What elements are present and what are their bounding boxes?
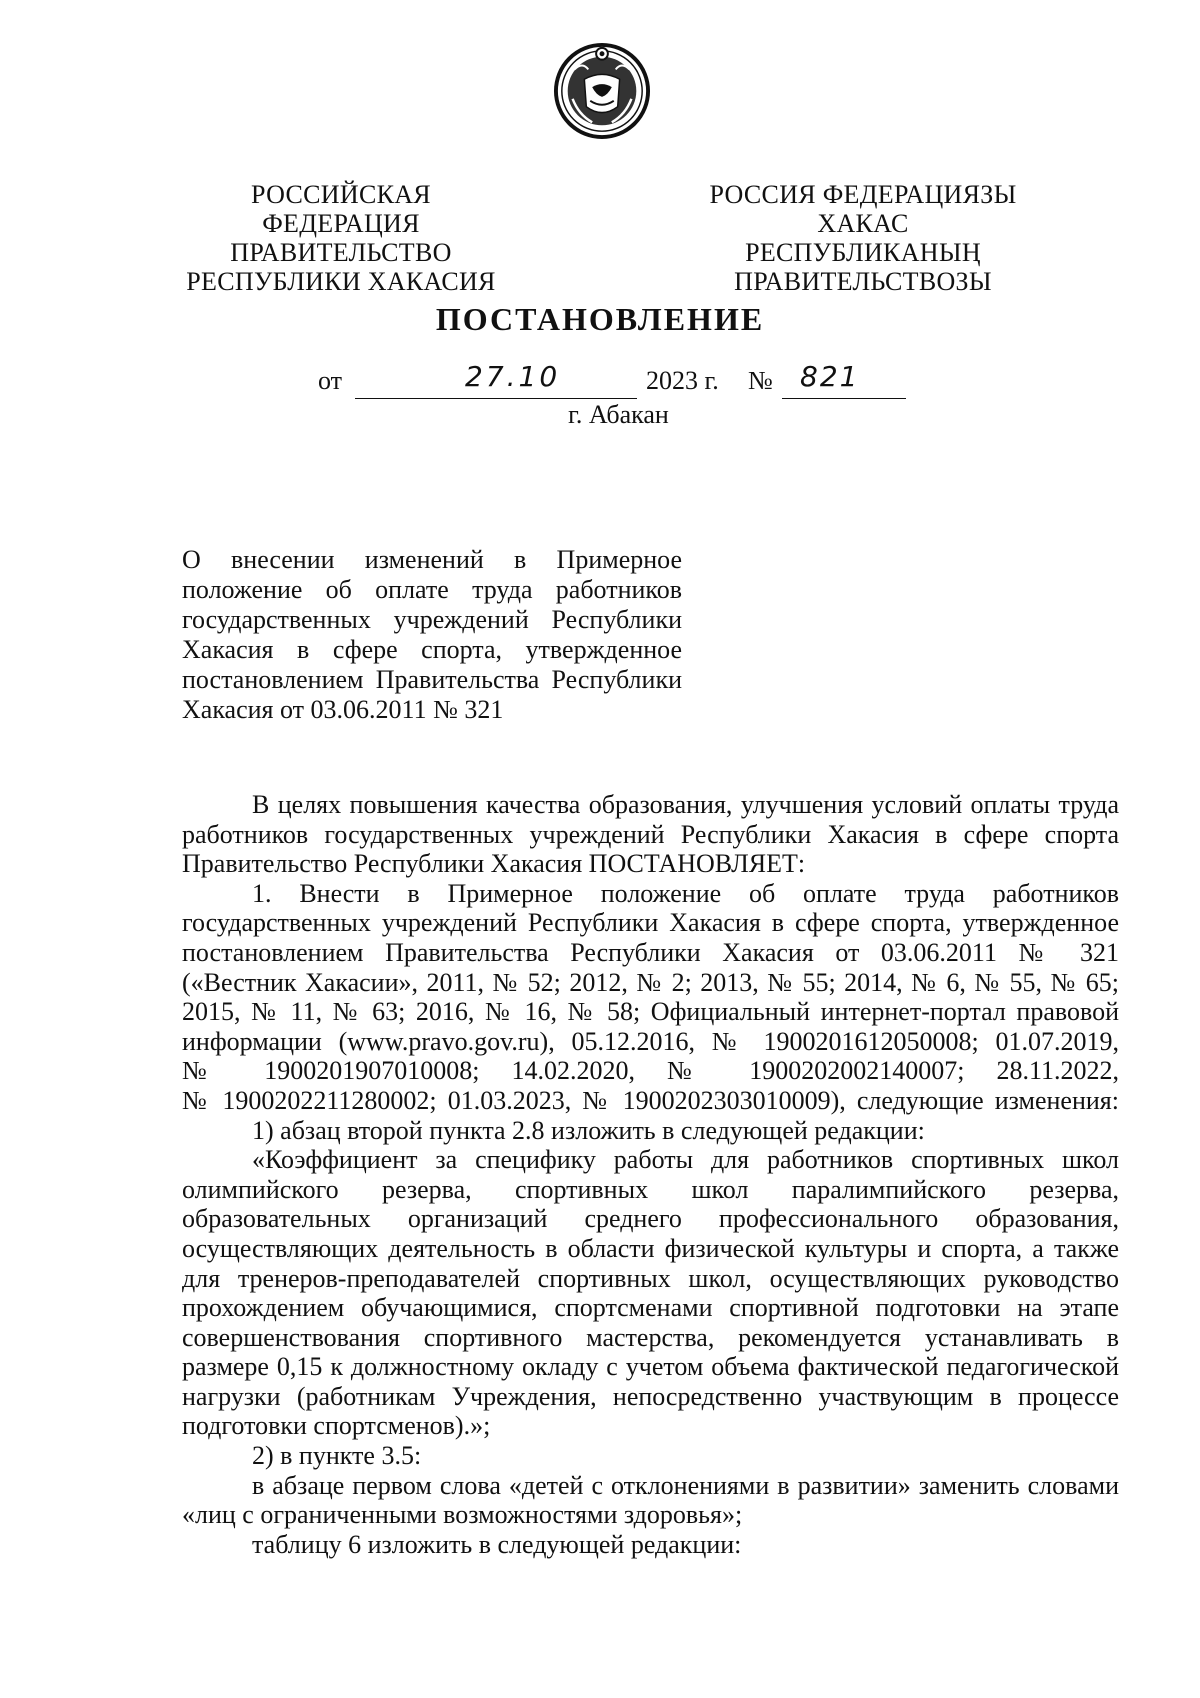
header-left-russian (170, 180, 512, 296)
city-name: г. Абакан (568, 400, 669, 429)
header-right-line: ПРАВИТЕЛЬСТВОЗЫ (734, 267, 992, 296)
body-line: подготовки спортсменов).»; (182, 1411, 491, 1441)
body-line: олимпийского резерва, спортивных школ паралимпийского резерва, (182, 1174, 1119, 1204)
body-line: осуществляющих деятельность в области физической культуры и спорта, а также (182, 1233, 1119, 1263)
body-line: прохождением обучающимися, спортсменами спортивной подготовки на этапе (182, 1293, 1119, 1323)
body-line: Правительство Республики Хакасия ПОСТАНОВЛЯЕТ: (182, 849, 806, 879)
body-line: совершенствования спортивного мастерства, рекомендуется устанавливать в (182, 1322, 1119, 1352)
header-left-line: РОССИЙСКАЯ ФЕДЕРАЦИЯ (251, 180, 431, 238)
body-line: В целях повышения качества образования, улучшения условий оплаты труда (252, 790, 1119, 819)
body-line: 2015, № 11, № 63; 2016, № 16, № 58; Официальный интернет-портал правовой (182, 997, 1119, 1027)
body-line: работников государственных учреждений Республики Хакасия в сфере спорта (182, 819, 1119, 849)
body-line: в абзаце первом слова «детей с отклонениями в развитии» заменить словами (252, 1470, 1119, 1500)
body-line: № 1900202211280002; 01.03.2023, № 1900202303010009), следующие изменения: (182, 1085, 1119, 1115)
date-underline (355, 398, 637, 399)
body-line: 1. Внести в Примерное положение об оплате труда работников (252, 878, 1119, 908)
body-line: таблицу 6 изложить в следующей редакции: (252, 1529, 742, 1559)
number-label: № (748, 366, 773, 395)
document-title: ПОСТАНОВЛЕНИЕ (435, 301, 765, 337)
body-line: 2) в пункте 3.5: (252, 1441, 422, 1471)
body-line: размере 0,15 к должностному окладу с учетом объема фактической педагогической (182, 1352, 1119, 1382)
body-line: информации (www.pravo.gov.ru), 05.12.2016, № 1900201612050008; 01.07.2019, (182, 1026, 1119, 1056)
body-line: государственных учреждений Республики Хакасия в сфере спорта, утвержденное (182, 908, 1119, 938)
subject-line: постановлением Правительства Республики (182, 665, 682, 694)
header-right-line: ХАКАС РЕСПУБЛИКАНЫҢ (745, 209, 981, 267)
header-left-line: РЕСПУБЛИКИ ХАКАСИЯ (186, 267, 496, 296)
coat-of-arms-emblem (553, 40, 651, 142)
number-underline (782, 398, 906, 399)
header-right-khakas (700, 180, 1026, 296)
handwritten-date: 27.10 (465, 360, 561, 393)
header-left-line: ПРАВИТЕЛЬСТВО (230, 238, 452, 267)
date-year: 2023 г. (646, 366, 719, 395)
document-subject (182, 545, 682, 725)
subject-line: О внесении изменений в Примерное (182, 545, 682, 574)
body-line: 1) абзац второй пункта 2.8 изложить в следующей редакции: (252, 1115, 925, 1145)
body-line: № 1900201907010008; 14.02.2020, № 1900202002140007; 28.11.2022, (182, 1056, 1119, 1086)
body-line: постановлением Правительства Республики Хакасия от 03.06.2011 № 321 (182, 937, 1119, 967)
subject-line: Хакасия в сфере спорта, утвержденное (182, 635, 682, 664)
document-body (182, 790, 1119, 1559)
handwritten-number: 821 (800, 360, 860, 393)
body-line: для тренеров-преподавателей спортивных школ, осуществляющих руководство (182, 1263, 1119, 1293)
body-line: «Коэффициент за специфику работы для работников спортивных школ (252, 1145, 1119, 1175)
body-line: нагрузки (работникам Учреждения, непосредственно участвующим в процессе (182, 1381, 1119, 1411)
date-prefix: от (318, 366, 343, 395)
subject-line: Хакасия от 03.06.2011 № 321 (182, 695, 504, 724)
body-line: «лиц с ограниченными возможностями здоровья»; (182, 1500, 743, 1530)
body-line: образовательных организаций среднего профессионального образования, (182, 1204, 1119, 1234)
body-line: («Вестник Хакасии», 2011, № 52; 2012, № 2; 2013, № 55; 2014, № 6, № 55, № 65; (182, 967, 1119, 997)
subject-line: государственных учреждений Республики (182, 605, 682, 634)
header-right-line: РОССИЯ ФЕДЕРАЦИЯЗЫ (709, 180, 1017, 209)
subject-line: положение об оплате труда работников (182, 575, 682, 604)
